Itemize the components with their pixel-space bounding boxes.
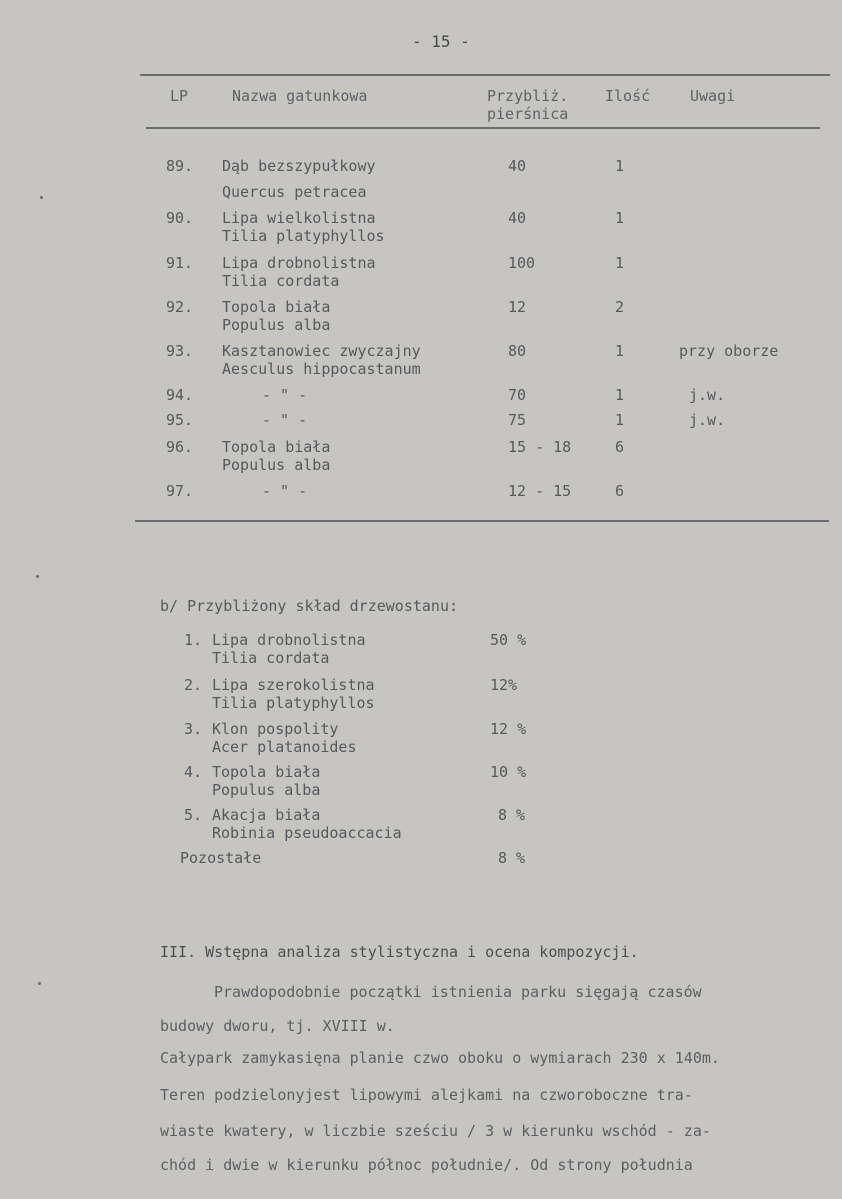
row-name-ditto: - " -: [262, 482, 308, 500]
composition-other-percent: 8 %: [498, 849, 526, 867]
row-quantity: 6: [615, 438, 625, 456]
row-quantity: 2: [615, 298, 625, 316]
margin-speck: [38, 982, 41, 985]
composition-num: 4.: [184, 763, 203, 781]
row-lp: 95.: [166, 411, 194, 429]
composition-num: 5.: [184, 806, 203, 824]
col-header-circumference: Przybliż.: [487, 87, 569, 105]
row-latin-name: Quercus petracea: [222, 183, 367, 201]
col-header-quantity: Ilość: [605, 87, 651, 105]
row-lp: 90.: [166, 209, 194, 227]
composition-name: Topola biała: [212, 763, 321, 781]
row-name-ditto: - " -: [262, 411, 308, 429]
paragraph-line: Teren podzielonyjest lipowymi alejkami na czworoboczne tra-: [160, 1086, 693, 1104]
row-notes: j.w.: [689, 386, 726, 404]
col-header-circumference-2: pierśnica: [487, 105, 569, 123]
row-name: Topola biała: [222, 298, 331, 316]
composition-name: Lipa szerokolistna: [212, 676, 375, 694]
col-header-name: Nazwa gatunkowa: [232, 87, 368, 105]
row-lp: 91.: [166, 254, 194, 272]
table-top-rule: [140, 74, 830, 76]
composition-latin-name: Populus alba: [212, 781, 321, 799]
row-quantity: 6: [615, 482, 625, 500]
row-circumference: 40: [508, 157, 527, 175]
row-lp: 96.: [166, 438, 194, 456]
row-quantity: 1: [615, 254, 625, 272]
composition-percent: 8 %: [498, 806, 526, 824]
row-name: Lipa drobnolistna: [222, 254, 376, 272]
row-notes: przy oborze: [679, 342, 779, 360]
composition-latin-name: Tilia platyphyllos: [212, 694, 375, 712]
row-lp: 89.: [166, 157, 194, 175]
row-quantity: 1: [615, 209, 625, 227]
composition-latin-name: Robinia pseudoaccacia: [212, 824, 402, 842]
paragraph-line: Całypark zamykasięna planie czwo oboku o wymiarach 230 x 140m.: [160, 1049, 720, 1067]
paragraph-line: budowy dworu, tj. XVIII w.: [160, 1017, 395, 1035]
col-header-lp: LP: [170, 87, 189, 105]
composition-name: Akacja biała: [212, 806, 321, 824]
row-latin-name: Tilia platyphyllos: [222, 227, 385, 245]
page-number: - 15 -: [412, 32, 470, 51]
row-lp: 97.: [166, 482, 194, 500]
col-header-notes: Uwagi: [690, 87, 736, 105]
section-heading: III. Wstępna analiza stylistyczna i ocena kompozycji.: [160, 943, 639, 961]
paragraph-line: chód i dwie w kierunku północ południe/. Od strony południa: [160, 1156, 693, 1174]
composition-num: 1.: [184, 631, 203, 649]
paragraph-line: Prawdopodobnie początki istnienia parku sięgają czasów: [214, 983, 702, 1001]
table-header-rule: [146, 127, 820, 129]
row-name: Topola biała: [222, 438, 331, 456]
row-lp: 92.: [166, 298, 194, 316]
composition-latin-name: Acer platanoides: [212, 738, 357, 756]
row-quantity: 1: [615, 386, 625, 404]
row-circumference: 100: [508, 254, 536, 272]
table-bottom-rule: [135, 520, 829, 522]
row-circumference: 40: [508, 209, 527, 227]
row-quantity: 1: [615, 411, 625, 429]
row-circumference: 12: [508, 298, 527, 316]
composition-num: 2.: [184, 676, 203, 694]
composition-num: 3.: [184, 720, 203, 738]
row-circumference: 12 - 15: [508, 482, 572, 500]
row-latin-name: Populus alba: [222, 316, 331, 334]
row-circumference: 70: [508, 386, 527, 404]
row-lp: 94.: [166, 386, 194, 404]
row-circumference: 75: [508, 411, 527, 429]
row-quantity: 1: [615, 157, 625, 175]
composition-name: Lipa drobnolistna: [212, 631, 366, 649]
composition-name: Klon pospolity: [212, 720, 339, 738]
paragraph-line: wiaste kwatery, w liczbie sześciu / 3 w kierunku wschód - za-: [160, 1122, 711, 1140]
row-quantity: 1: [615, 342, 625, 360]
composition-percent: 12%: [490, 676, 518, 694]
row-latin-name: Aesculus hippocastanum: [222, 360, 421, 378]
margin-speck: [36, 575, 39, 578]
composition-latin-name: Tilia cordata: [212, 649, 330, 667]
row-name: Dąb bezszypułkowy: [222, 157, 376, 175]
row-name: Lipa wielkolistna: [222, 209, 376, 227]
composition-percent: 10 %: [490, 763, 527, 781]
row-name-ditto: - " -: [262, 386, 308, 404]
composition-percent: 12 %: [490, 720, 527, 738]
row-name: Kasztanowiec zwyczajny: [222, 342, 421, 360]
row-lp: 93.: [166, 342, 194, 360]
margin-speck: [40, 196, 43, 199]
row-circumference: 15 - 18: [508, 438, 572, 456]
composition-title: b/ Przybliżony skład drzewostanu:: [160, 597, 459, 615]
composition-other-label: Pozostałe: [180, 849, 262, 867]
composition-percent: 50 %: [490, 631, 527, 649]
row-latin-name: Populus alba: [222, 456, 331, 474]
row-circumference: 80: [508, 342, 527, 360]
row-notes: j.w.: [689, 411, 726, 429]
row-latin-name: Tilia cordata: [222, 272, 340, 290]
